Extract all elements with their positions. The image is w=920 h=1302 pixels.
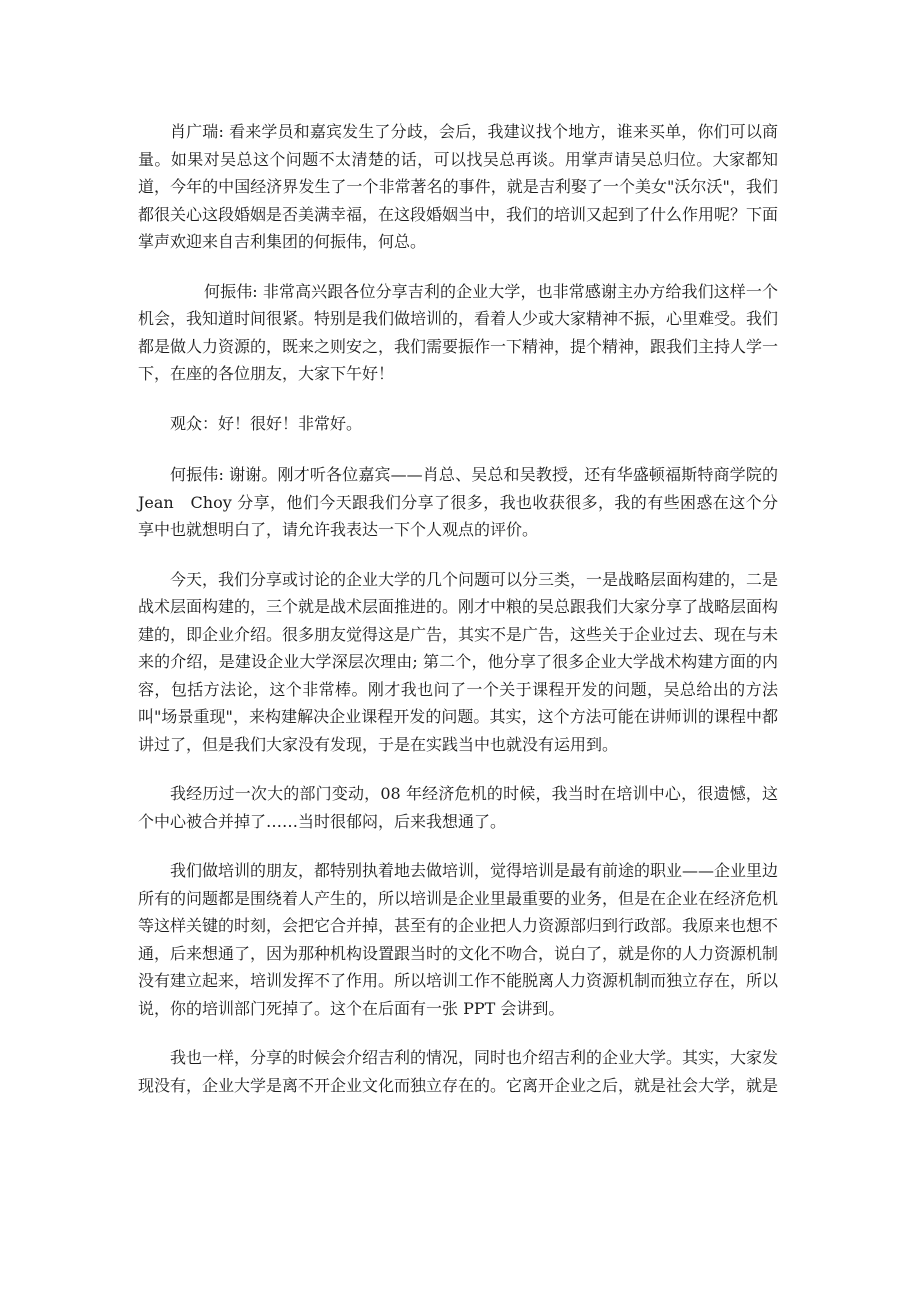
paragraph-3: 观众：好！很好！非常好。 (170, 413, 363, 433)
paragraph-2: 何振伟: 非常高兴跟各位分享吉利的企业大学，也非常感谢主办方给我们这样一个机会，我知道时间很紧。特别是我们做培训的，看着人少或大家精神不振，心里难受。我们都是做人力资源的，既来之则安之，我们需要振作一下精神，提个精神，跟我们主持人学一下，在座的各位朋友，大家下午好！ (138, 281, 779, 383)
paragraph-8: 我也一样，分享的时候会介绍吉利的情况，同时也介绍吉利的企业大学。其实，大家发现没有，企业大学是离不开企业文化而独立存在的。它离开企业之后，就是社会大学，就是 (138, 1048, 779, 1095)
paragraph-4: 何振伟: 谢谢。刚才听各位嘉宾——肖总、吴总和吴教授，还有华盛顿福斯特商学院的Jean Choy 分享，他们今天跟我们分享了很多，我也收获很多，我的有些困惑在这个分享中也就想明白了，请允许我表达一下个人观点的评价。 (138, 465, 778, 539)
paragraph-5: 今天，我们分享或讨论的企业大学的几个问题可以分三类，一是战略层面构建的，二是战术层面构建的，三个就是战术层面推进的。刚才中粮的吴总跟我们大家分享了战略层面构建的，即企业介绍。很多朋友觉得这是广告，其实不是广告，这些关于企业过去、现在与未来的介绍，是建设企业大学深层次理由; 第二个，他分享了很多企业大学战术构建方面的内容，包括方法论，这个非常棒。刚才我也问了一个关于课程开发的问题，吴总给出的方法叫"场景重现"，来构建解决企业课程开发的问题。其实，这个方法可能在讲师训的课程中都讲过了，但是我们大家没有发现，于是在实践当中也就没有运用到。 (138, 569, 779, 754)
paragraph-1: 肖广瑞: 看来学员和嘉宾发生了分歧，会后，我建议找个地方，谁来买单，你们可以商量。如果对吴总这个问题不太清楚的话，可以找吴总再谈。用掌声请吴总归位。大家都知道，今年的中国经济界发生了一个非常著名的事件，就是吉利娶了一个美女"沃尔沃"，我们都很关心这段婚姻是否美满幸福，在这段婚姻当中，我们的培训又起到了什么作用呢？下面掌声欢迎来自吉利集团的何振伟，何总。 (138, 122, 779, 251)
paragraph-7: 我们做培训的朋友，都特别执着地去做培训，觉得培训是最有前途的职业——企业里边所有的问题都是围绕着人产生的，所以培训是企业里最重要的业务，但是在企业在经济危机等这样关键的时刻，会把它合并掉，甚至有的企业把人力资源部归到行政部。我原来也想不通，后来想通了，因为那种机构设置跟当时的文化不吻合，说白了，就是你的人力资源机制没有建立起来，培训发挥不了作用。所以培训工作不能脱离人力资源机制而独立存在，所以说，你的培训部门死掉了。这个在后面有一张 PPT 会讲到。 (138, 861, 779, 1018)
paragraph-6: 我经历过一次大的部门变动，08 年经济危机的时候，我当时在培训中心，很遗憾，这个中心被合并掉了……当时很郁闷，后来我想通了。 (138, 784, 778, 831)
document-body (138, 118, 778, 1121)
